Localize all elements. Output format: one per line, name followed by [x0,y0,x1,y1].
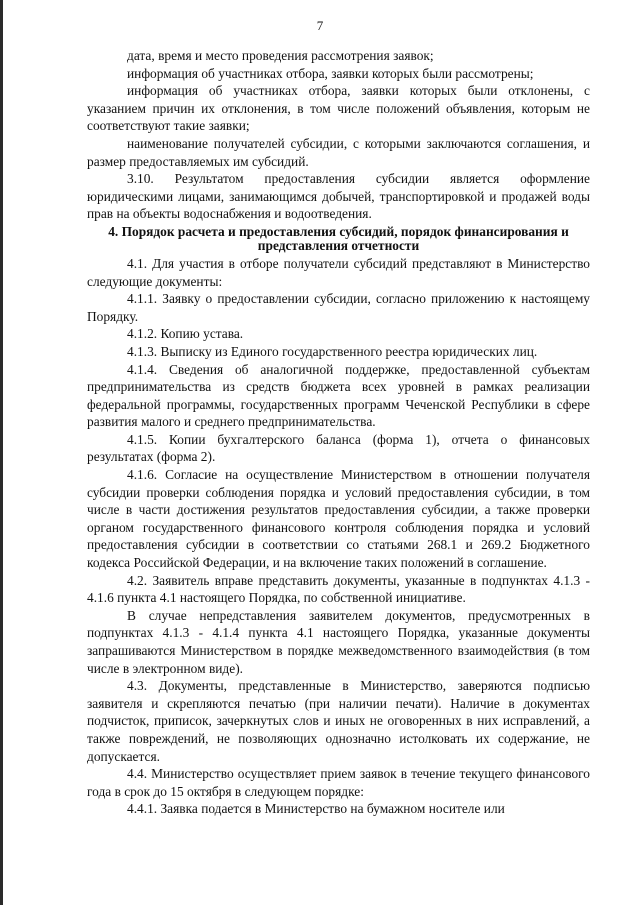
paragraph: 4.1.5. Копии бухгалтерского баланса (форма 1), отчета о финансовых результатах (форма 2). [87,431,590,465]
paragraphs-before-heading [87,47,590,223]
paragraph: 4.1.3. Выписку из Единого государственного реестра юридических лиц. [127,343,538,359]
paragraph: 4.1.2. Копию устава. [127,326,244,342]
paragraph: 4.4. Министерство осуществляет прием заявок в течение текущего финансового года в срок до 15 октября в следующем порядке: [87,766,590,799]
page-number: 7 [316,18,324,33]
paragraphs-after-heading [87,255,590,818]
paragraph: 4.1.4. Сведения об аналогичной поддержке, предоставленной субъектам предпринимательства из средств бюджета всех уровней в рамках реализации федеральной программы, государственных программ Чеченской Республики в сфере развития малого и среднего предпринимательства. [87,361,590,430]
scan-left-edge [0,0,3,905]
section-heading: 4. Порядок расчета и предоставления субсидий, порядок финансирования и представления отчетности [108,223,569,253]
paragraph: 4.2. Заявитель вправе представить документы, указанные в подпунктах 4.1.3 - 4.1.6 пункта 4.1 настоящего Порядка, по собственной инициативе. [87,572,590,606]
paragraph: 4.3. Документы, представленные в Министерство, заверяются подписью заявителя и скрепляются печатью (при наличии печати). Наличие в документах подчисток, приписок, зачеркнутых слов и иных не оговоренных в них исправлений, а также повреждений, не позволяющих однозначно истолковать их содержание, не допускается. [87,678,590,764]
paragraph: 4.1.6. Согласие на осуществление Министерством в отношении получателя субсидии проверки соблюдения порядка и условий предоставления субсидии, в том числе в части достижения результатов предоставления субсидии, а также проверки органом государственного финансового контроля соблюдения порядка и условий предоставления субсидии в соответствии со статьями 268.1 и 269.2 Бюджетного кодекса Российской Федерации, и на включение таких положений в соглашение. [87,467,590,571]
document-body [87,47,590,818]
paragraph: В случае непредставления заявителем документов, предусмотренных в подпунктах 4.1.3 - 4.1.4 пункта 4.1 настоящего Порядка, указанные документы запрашиваются Министерством в порядке межведомственного взаимодействия (в том числе в электронном виде). [87,607,590,676]
paragraph: информация об участниках отбора, заявки которых были рассмотрены; [127,65,534,81]
paragraph: 4.1. Для участия в отборе получатели субсидий представляют в Министерство следующие документы: [87,255,590,289]
paragraph: информация об участниках отбора, заявки которых были отклонены, с указанием причин их отклонения, в том числе положений объявления, которым не соответствуют такие заявки; [87,83,590,134]
paragraph: 3.10. Результатом предоставления субсидии является оформление юридическими лицами, занимающимся добычей, транспортировкой и продажей воды прав на объекты водоснабжения и водоотведения. [87,171,590,222]
paragraph: 4.1.1. Заявку о предоставлении субсидии, согласно приложению к настоящему Порядку. [87,291,590,324]
paragraph: 4.4.1. Заявка подается в Министерство на бумажном носителе или [127,801,505,817]
paragraph: дата, время и место проведения рассмотрения заявок; [127,48,434,63]
paragraph: наименование получателей субсидии, с которыми заключаются соглашения, и размер предоставляемых им субсидий. [87,135,590,169]
